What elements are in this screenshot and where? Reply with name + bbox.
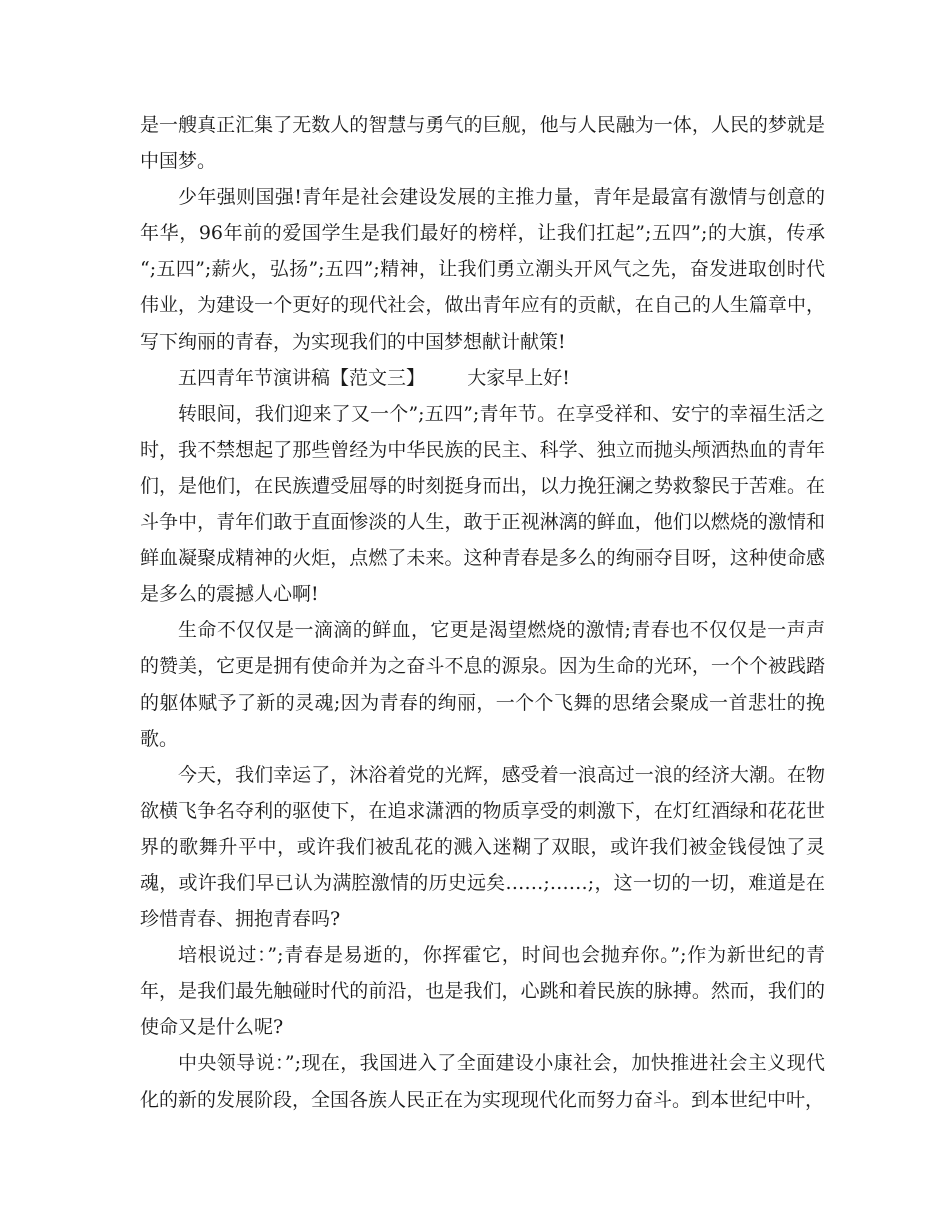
- paragraph-6: 培根说过：”;青春是易逝的，你挥霍它，时间也会抛弃你。”;作为新世纪的青年，是我们最先触碰时代的前沿，也是我们，心跳和着民族的脉搏。然而，我们的使命又是什么呢?: [140, 944, 825, 1039]
- document-body: [140, 107, 825, 1118]
- paragraph-3: 转眼间，我们迎来了又一个”;五四”;青年节。在享受祥和、安宁的幸福生活之时，我不禁想起了那些曾经为中华民族的民主、科学、独立而抛头颅洒热血的青年们，是他们，在民族遭受屈辱的时刻挺身而出，以力挽狂澜之势救黎民于苦难。在斗争中，青年们敢于直面惨淡的人生，敢于正视淋漓的鲜血，他们以燃烧的激情和鲜血凝聚成精神的火炬，点燃了未来。这种青春是多么的绚丽夺目呀，这种使命感是多么的震撼人心啊!: [140, 402, 825, 606]
- paragraph-1: 是一艘真正汇集了无数人的智慧与勇气的巨舰，他与人民融为一体，人民的梦就是中国梦。: [140, 114, 825, 173]
- paragraph-4: 生命不仅仅是一滴滴的鲜血，它更是渴望燃烧的激情;青春也不仅仅是一声声的赞美，它更是拥有使命并为之奋斗不息的源泉。因为生命的光环，一个个被践踏的躯体赋予了新的灵魂;因为青春的绚丽，一个个飞舞的思绪会聚成一首悲壮的挽歌。: [140, 619, 825, 750]
- paragraph-5: 今天，我们幸运了，沐浴着党的光辉，感受着一浪高过一浪的经济大潮。在物欲横飞争名夺利的驱使下，在追求潇洒的物质享受的刺激下，在灯红酒绿和花花世界的歌舞升平中，或许我们被乱花的溅入迷糊了双眼，或许我们被金钱侵蚀了灵魂，或许我们早已认为满腔激情的历史远矣……;……;，这一切的一切，难道是在珍惜青春、拥抱青春吗?: [140, 763, 825, 931]
- paragraph-2: 少年强则国强!青年是社会建设发展的主推力量，青年是最富有激情与创意的年华，96年前的爱国学生是我们最好的榜样，让我们扛起”;五四”;的大旗，传承 “;五四”;薪火，弘扬”;五四”;精神，让我们勇立潮头开风气之先，奋发进取创时代伟业，为建设一个更好的现代社会，做出青年应有的贡献，在自己的人生篇章中，写下绚丽的青春，为实现我们的中国梦想献计献策!: [140, 186, 825, 353]
- section-heading: 五四青年节演讲稿【范文三】 大家早上好!: [178, 366, 570, 389]
- paragraph-7: 中央领导说：”;现在，我国进入了全面建设小康社会，加快推进社会主义现代化的新的发展阶段，全国各族人民正在为实现现代化而努力奋斗。到本世纪中叶，: [140, 1052, 825, 1111]
